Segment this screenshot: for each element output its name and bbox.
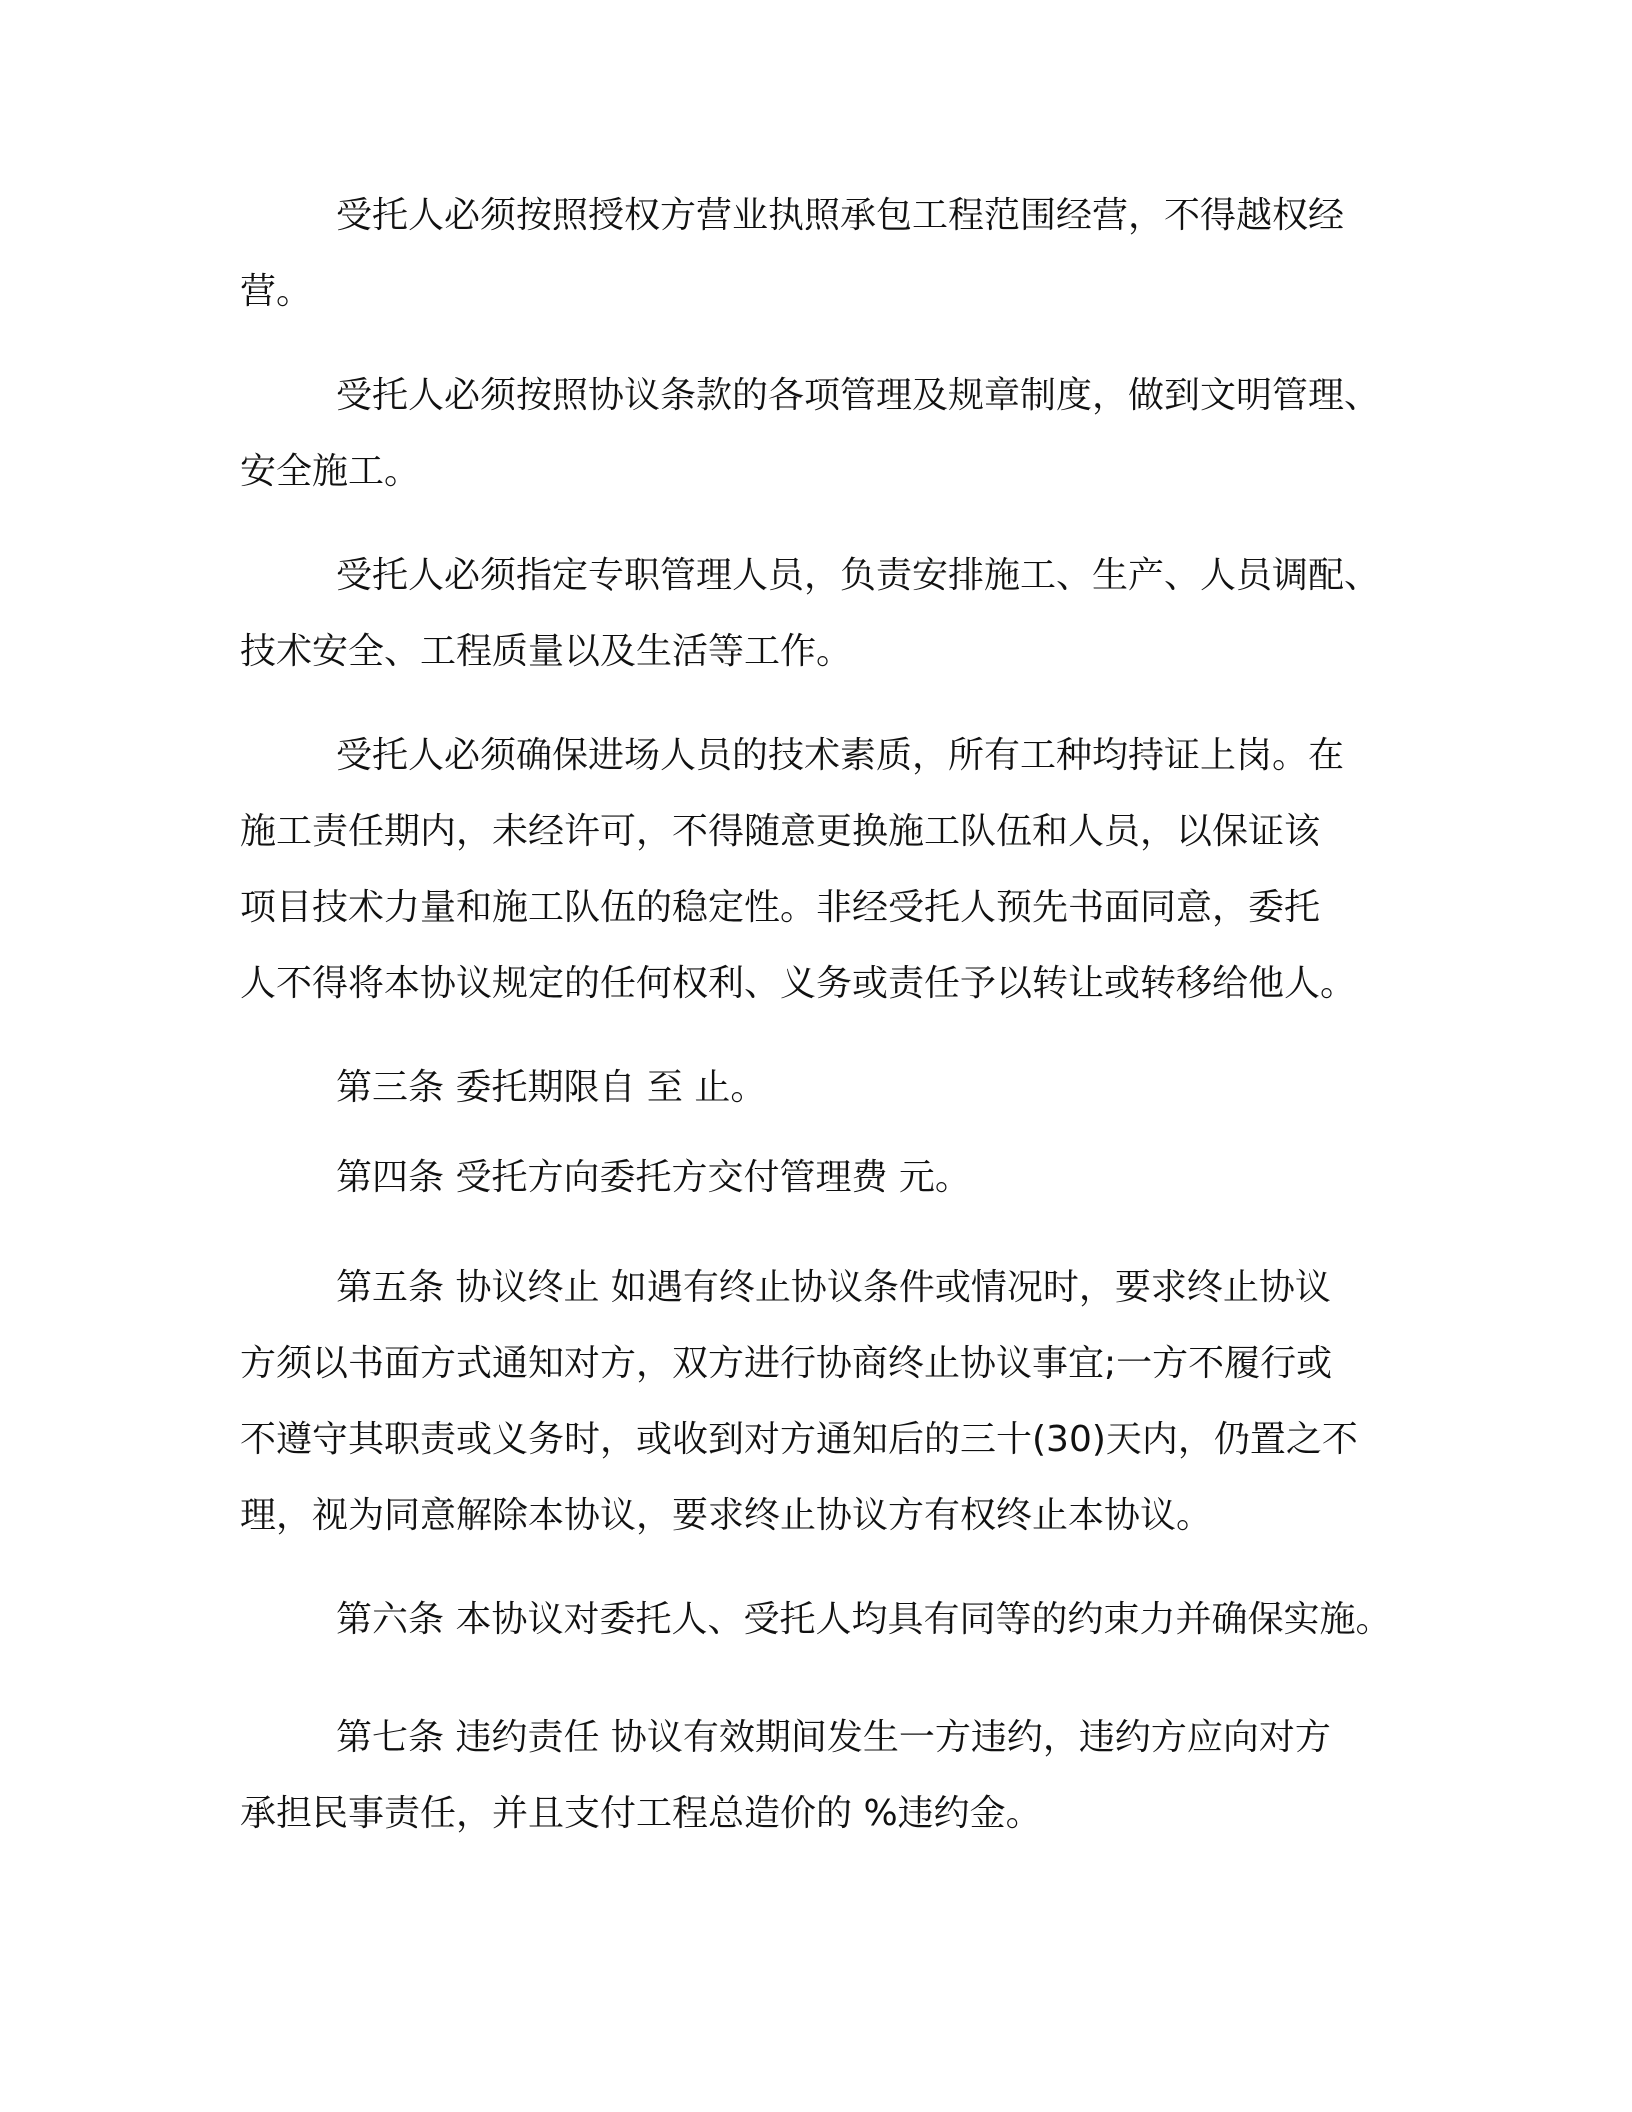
text-line: 受托人必须按照授权方营业执照承包工程范围经营，不得越权经 xyxy=(336,195,1345,236)
text-line: 第四条 受托方向委托方交付管理费 元。 xyxy=(336,1157,971,1198)
text-line: 营。 xyxy=(240,271,313,312)
paragraph-dedicated-managers xyxy=(240,538,1420,690)
text-line: 承担民事责任，并且支付工程总造价的 %违约金。 xyxy=(240,1793,1042,1834)
paragraph-scope-of-operation xyxy=(240,178,1420,330)
article-4-management-fee xyxy=(240,1140,1420,1216)
text-line: 受托人必须确保进场人员的技术素质，所有工种均持证上岗。在 xyxy=(336,735,1345,776)
paragraph-personnel-quality xyxy=(240,718,1420,1022)
text-line: 受托人必须按照协议条款的各项管理及规章制度，做到文明管理、 xyxy=(336,375,1381,416)
article-7-liability xyxy=(240,1700,1420,1852)
article-6-binding-force xyxy=(240,1582,1420,1658)
paragraph-management-rules xyxy=(240,358,1420,510)
text-line: 人不得将本协议规定的任何权利、义务或责任予以转让或转移给他人。 xyxy=(240,963,1357,1004)
text-line: 技术安全、工程质量以及生活等工作。 xyxy=(240,631,853,672)
text-line: 第六条 本协议对委托人、受托人均具有同等的约束力并确保实施。 xyxy=(336,1599,1392,1640)
text-line: 不遵守其职责或义务时，或收到对方通知后的三十(30)天内，仍置之不 xyxy=(240,1419,1358,1460)
text-line: 施工责任期内，未经许可，不得随意更换施工队伍和人员，以保证该 xyxy=(240,811,1321,852)
text-line: 第三条 委托期限自 至 止。 xyxy=(336,1067,767,1108)
text-line: 受托人必须指定专职管理人员，负责安排施工、生产、人员调配、 xyxy=(336,555,1381,596)
article-5-termination xyxy=(240,1250,1420,1554)
article-3-term xyxy=(240,1050,1420,1126)
text-line: 第五条 协议终止 如遇有终止协议条件或情况时，要求终止协议 xyxy=(336,1267,1331,1308)
text-line: 安全施工。 xyxy=(240,451,421,492)
text-line: 理，视为同意解除本协议，要求终止协议方有权终止本协议。 xyxy=(240,1495,1213,1536)
text-line: 第七条 违约责任 协议有效期间发生一方违约，违约方应向对方 xyxy=(336,1717,1331,1758)
text-line: 方须以书面方式通知对方，双方进行协商终止协议事宜;一方不履行或 xyxy=(240,1343,1333,1384)
text-line: 项目技术力量和施工队伍的稳定性。非经受托人预先书面同意，委托 xyxy=(240,887,1321,928)
